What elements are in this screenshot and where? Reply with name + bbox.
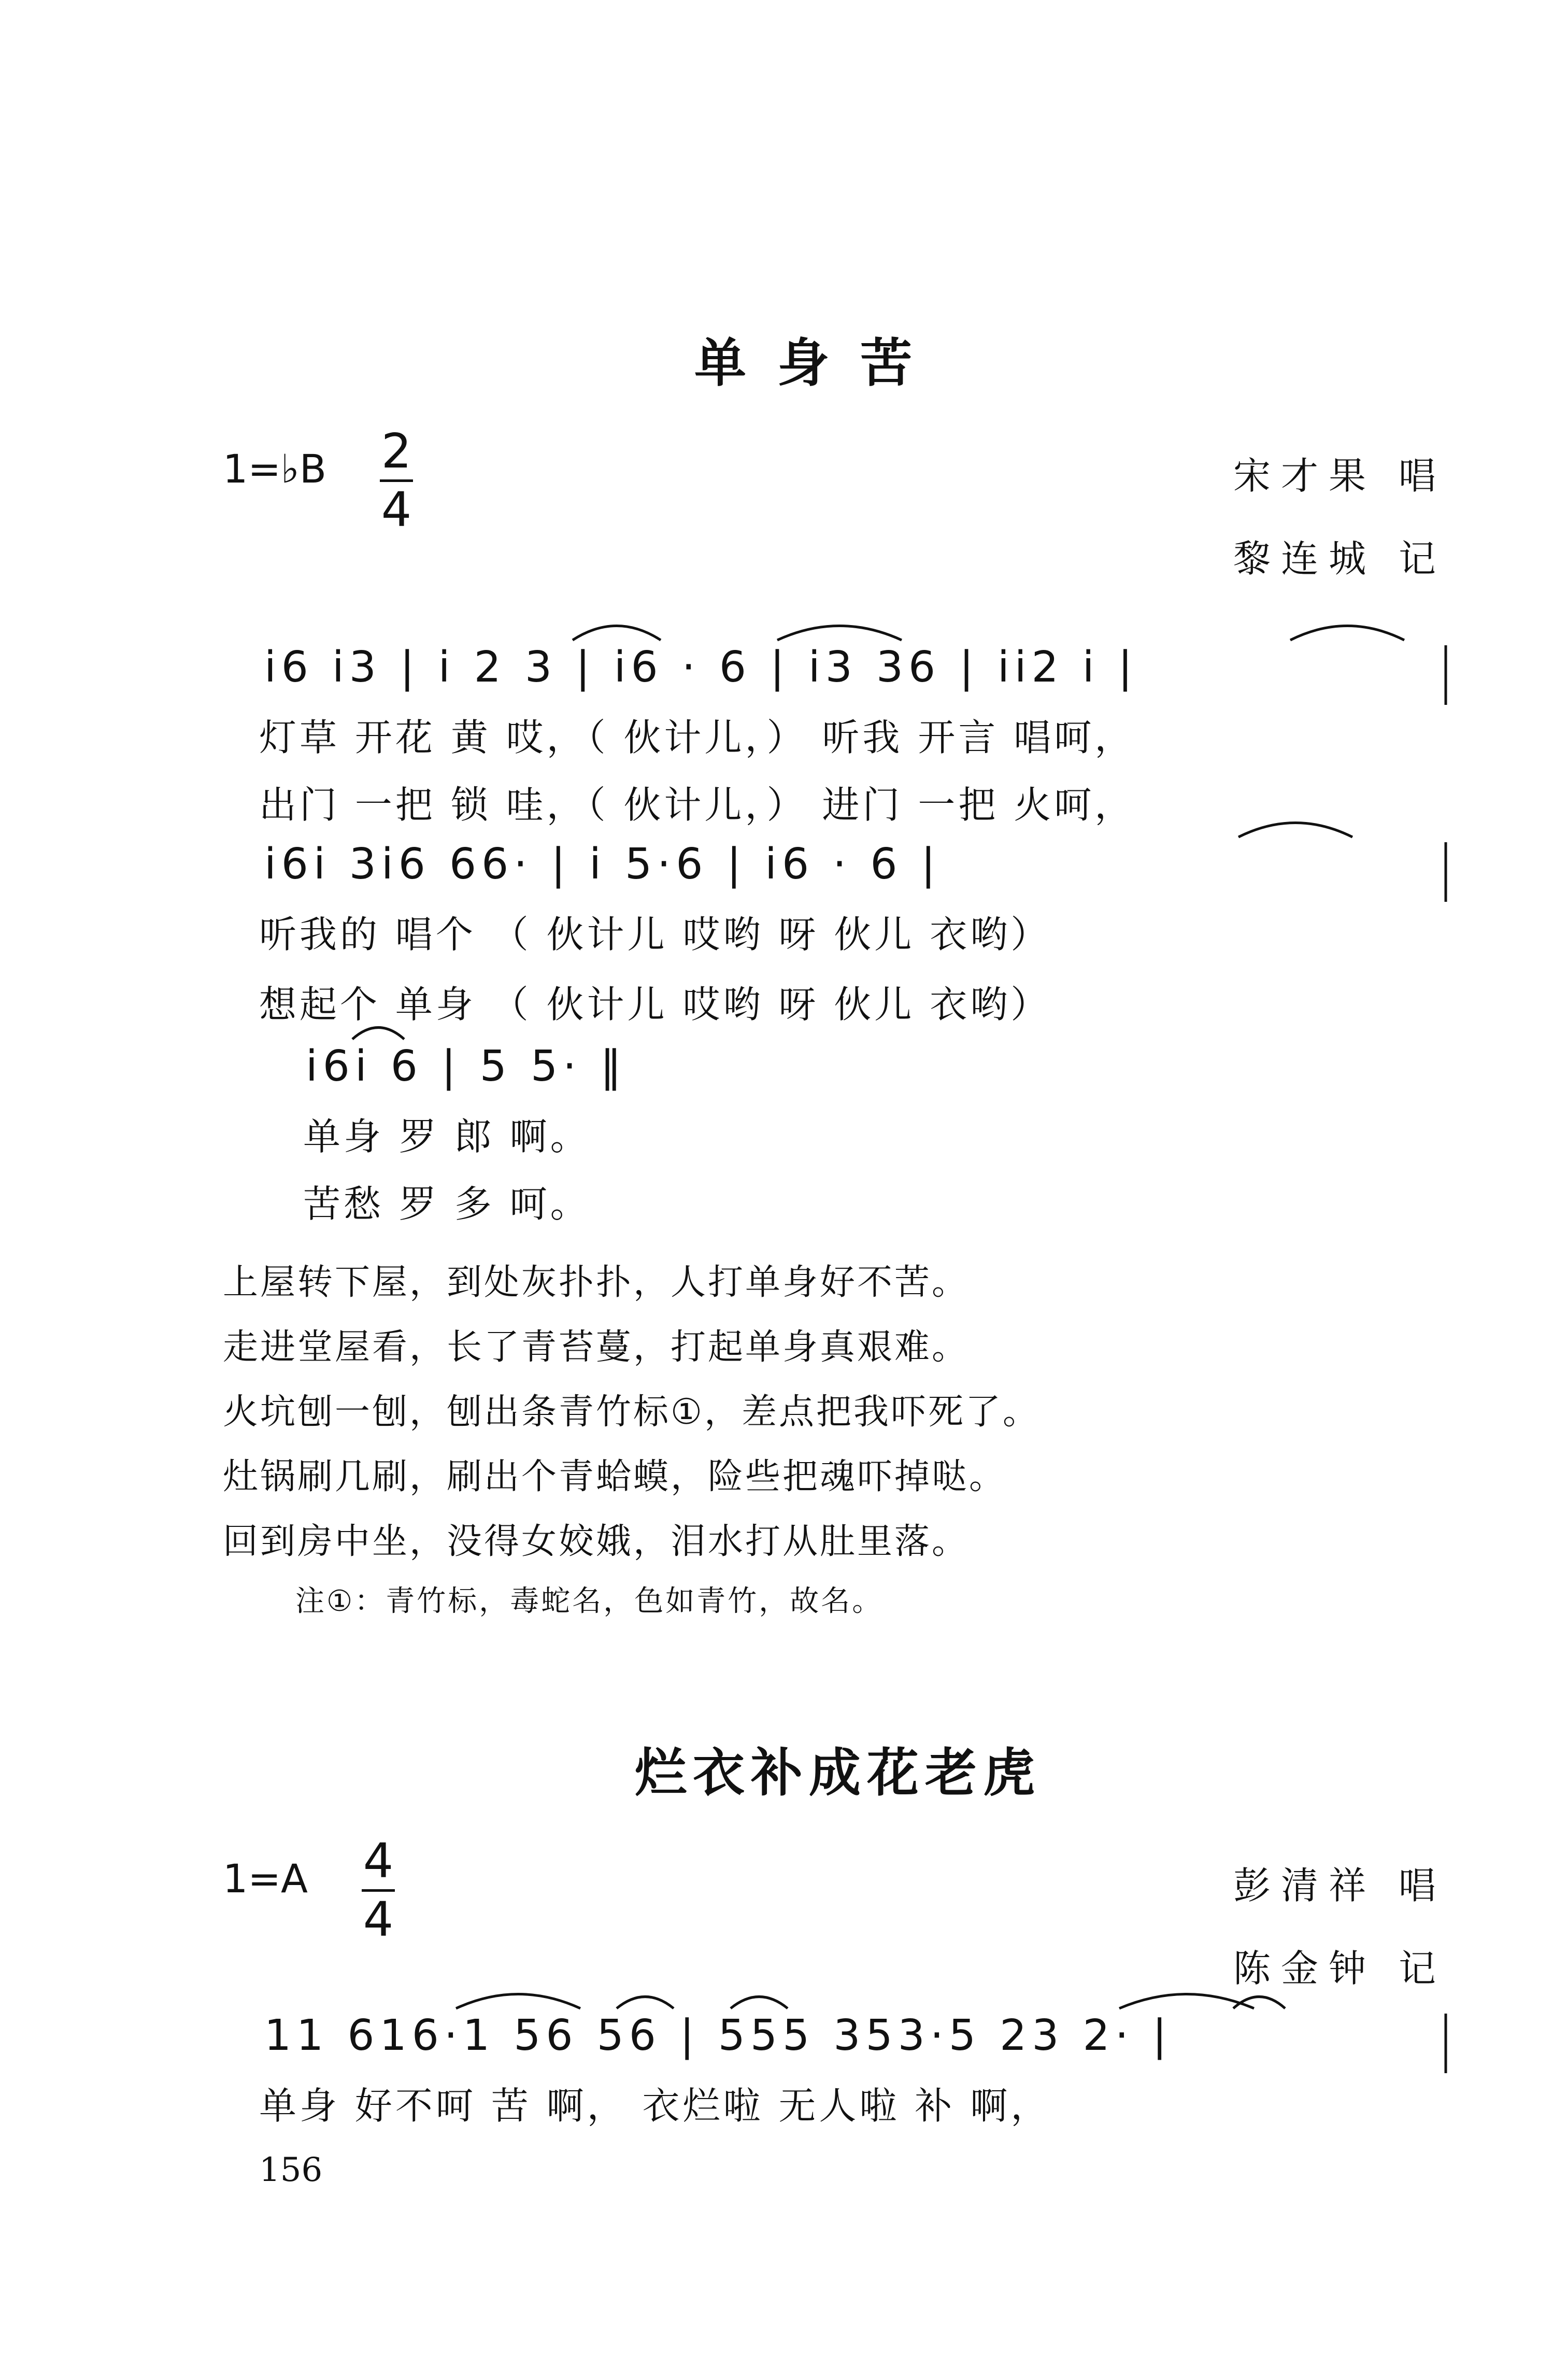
song2-title: 烂衣补成花老虎 [635,1742,1041,1803]
time-sig-bottom: 4 [363,1892,394,1947]
time-sig-top: 2 [381,423,412,479]
time-sig-top: 4 [363,1833,394,1889]
song2-recorder: 陈金钟 记 [1233,1947,1446,1990]
song1-verse-2: 走进堂屋看，长了青苔蔓，打起单身真艰难。 [223,1327,970,1368]
song1-recorder: 黎连城 记 [1233,537,1446,580]
song1-lyrics-row1-verse2: 出门 一把 锁 哇，（ 伙计儿，） 进门 一把 火呵， [259,783,1135,827]
song2-key: 1=A [223,1855,308,1902]
slur-arc [731,1997,788,2009]
song1-key: 1=♭B [223,446,327,492]
time-sig-bottom: 4 [381,482,412,537]
slur-arc [573,626,661,641]
song1-footnote: 注①：青竹标，毒蛇名，色如青竹，故名。 [295,1584,884,1618]
song2-singer: 彭清祥 唱 [1233,1864,1446,1907]
slur-arc [617,1997,674,2009]
song1-verse-3: 火坑刨一刨，刨出条青竹标①，差点把我吓死了。 [223,1392,1040,1433]
song1-title: 单身苦 [694,333,943,393]
song1-verse-1: 上屋转下屋，到处灰扑扑，人打单身好不苦。 [223,1262,970,1303]
song1-singer: 宋才果 唱 [1233,454,1446,498]
song1-lyrics-row3-verse1: 单身 罗 郎 啊。 [303,1115,591,1158]
slur-arc [1238,823,1352,838]
song1-verse-4: 灶锅刷几刷，刷出个青蛤蟆，险些把魂吓掉哒。 [223,1456,1007,1497]
song2-notation-row: 11 616·1 56 56 | 555 353·5 23 2· | [264,2011,1172,2060]
song1-notation-row-3: i6i 6 | 5 5· ‖ [306,1042,627,1091]
slur-arc [1290,626,1404,641]
song1-lyrics-row1-verse1: 灯草 开花 黄 哎，（ 伙计儿，） 听我 开言 唱呵， [259,716,1135,759]
song1-lyrics-row2-verse1: 听我的 唱个 （ 伙计儿 哎哟 呀 伙儿 衣哟） [259,913,1051,956]
song1-lyrics-row3-verse2: 苦愁 罗 多 呵。 [303,1182,591,1226]
song1-verse-5: 回到房中坐，没得女姣娥，泪水打从肚里落。 [223,1521,970,1562]
slur-arc [352,1028,404,1040]
song1-lyrics-row2-verse2: 想起个 单身 （ 伙计儿 哎哟 呀 伙儿 衣哟） [259,983,1051,1026]
page-number: 156 [259,2151,323,2189]
song1-notation-row-2: i6i 3i6 66· | i 5·6 | i6 · 6 | [264,840,941,889]
slur-arc [456,1994,580,2009]
slur-arc [1233,1997,1285,2009]
song2-lyrics-row: 单身 好不呵 苦 啊， 衣烂啦 无人啦 补 啊， [259,2084,1051,2128]
song1-notation-row-1: i6 i3 | i 2 3 | i6 · 6 | i3 36 | ii2 i | [264,643,1138,692]
slur-arc [777,626,902,641]
